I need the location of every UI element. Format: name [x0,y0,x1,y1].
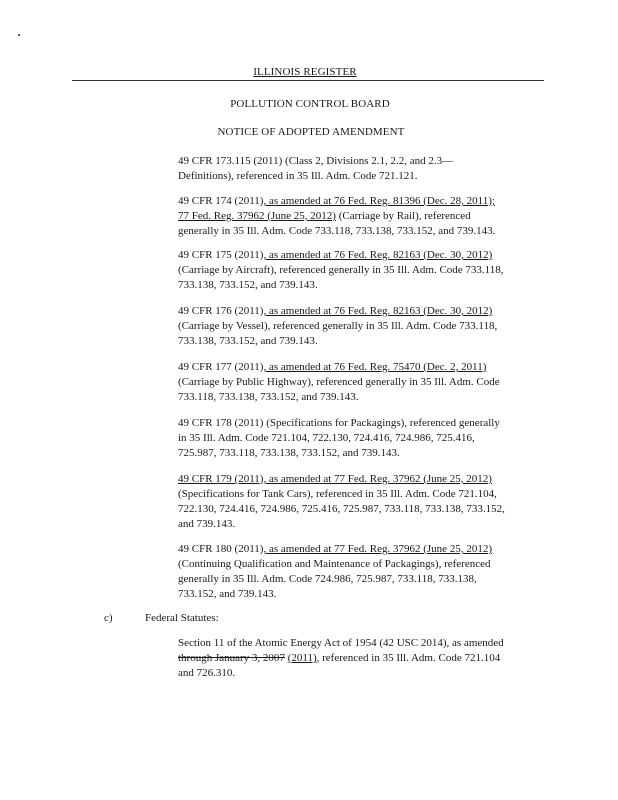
underlined-text: 49 CFR 179 (2011), as amended at 77 Fed. Reg. 37962 (June 25, 2012) [178,473,492,485]
section-c-label: c) [104,612,113,624]
cfr-entry [178,248,558,293]
board-title: POLLUTION CONTROL BOARD [230,98,390,110]
text-segment: 49 CFR 176 (2011) [178,305,264,317]
text-line [178,517,558,532]
text-segment: (Specifications for Tank Cars), referenced in 35 Ill. Adm. Code 721.104, [178,488,497,500]
text-line [178,224,558,239]
text-line [178,390,558,405]
cfr-entry [178,472,558,532]
cfr-entry [178,194,558,239]
text-segment: 733.138, 733.152, and 739.143. [178,279,318,291]
text-segment: 49 CFR 180 (2011) [178,543,264,555]
text-line [178,304,558,319]
text-line [178,375,558,390]
text-segment: 722.130, 724.416, 724.986, 725.416, 725.987, 733.118, 733.138, 733.152, [178,503,505,515]
text-line [178,557,558,572]
text-segment: (Carriage by Aircraft), referenced generally in 35 Ill. Adm. Code 733.118, [178,264,504,276]
underlined-text: , as amended at 76 Fed. Reg. 75470 (Dec. 2, 2011) [263,361,487,373]
text-line [178,209,558,224]
text-line [178,169,558,184]
text-segment: generally in 35 Ill. Adm. Code 724.986, 725.987, 733.118, 733.138, [178,573,477,585]
underlined-text: , as amended at 77 Fed. Reg. 37962 (June 25, 2012) [263,543,492,555]
text-line [178,431,558,446]
text-segment: 725.987, 733.118, 733.138, 733.152, and 739.143. [178,447,400,459]
text-line [178,651,558,666]
text-segment: 733.152, and 739.143. [178,588,277,600]
text-line [178,248,558,263]
text-segment: Definitions), referenced in 35 Ill. Adm. Code 721.121. [178,170,418,182]
cfr-entry [178,360,558,405]
text-segment: 733.118, 733.138, 733.152, and 739.143. [178,391,359,403]
text-line [178,154,558,169]
struck-text: through January 3, 2007 [178,652,285,664]
text-segment: (Continuing Qualification and Maintenance of Packagings), referenced [178,558,491,570]
text-line [178,416,558,431]
text-segment: 733.138, 733.152, and 739.143. [178,335,318,347]
text-segment: (Carriage by Public Highway), referenced generally in 35 Ill. Adm. Code [178,376,500,388]
text-segment: and 739.143. [178,518,236,530]
text-segment: Section 11 of the Atomic Energy Act of 1954 (42 USC 2014), as amended [178,637,504,649]
text-line [178,636,558,651]
text-segment: 49 CFR 178 (2011) (Specifications for Packagings), referenced generally [178,417,500,429]
text-line [178,360,558,375]
text-line [178,334,558,349]
text-segment: in 35 Ill. Adm. Code 721.104, 722.130, 724.416, 724.986, 725.416, [178,432,475,444]
register-title: ILLINOIS REGISTER [253,66,357,78]
text-segment: (Carriage by Vessel), referenced generally in 35 Ill. Adm. Code 733.118, [178,320,498,332]
text-segment: (Carriage by Rail), referenced [335,210,471,222]
section-c-title: Federal Statutes: [145,612,219,624]
text-segment: and 726.310. [178,667,236,679]
scan-speck [18,34,20,36]
statute-entry [178,636,558,681]
text-line [178,502,558,517]
text-line [178,472,558,487]
text-line [178,572,558,587]
underlined-text: (2011) [287,652,317,664]
text-line [178,446,558,461]
cfr-entry [178,416,558,461]
text-line [178,542,558,557]
text-line [178,587,558,602]
text-line [178,194,558,209]
notice-title: NOTICE OF ADOPTED AMENDMENT [217,126,405,138]
text-segment: 49 CFR 174 (2011) [178,195,264,207]
underlined-text: , as amended at 76 Fed. Reg. 82163 (Dec. 30, 2012) [263,305,493,317]
cfr-entry [178,304,558,349]
text-line [178,487,558,502]
cfr-entry [178,542,558,602]
underlined-text: 77 Fed. Reg. 37962 (June 25, 2012) [178,210,336,222]
underlined-text: , as amended at 76 Fed. Reg. 81396 (Dec. 28, 2011); [263,195,495,207]
text-segment: generally in 35 Ill. Adm. Code 733.118, 733.138, 733.152, and 739.143. [178,225,496,237]
text-line [178,263,558,278]
cfr-entry [178,154,558,184]
text-segment: , referenced in 35 Ill. Adm. Code 721.104 [316,652,501,664]
text-segment: 49 CFR 177 (2011) [178,361,264,373]
text-segment: 49 CFR 175 (2011) [178,249,264,261]
underlined-text: , as amended at 76 Fed. Reg. 82163 (Dec. 30, 2012) [263,249,493,261]
text-segment: 49 CFR 173.115 (2011) (Class 2, Divisions 2.1, 2.2, and 2.3— [178,155,454,167]
header-rule [72,80,544,81]
text-line [178,278,558,293]
text-line [178,319,558,334]
text-line [178,666,558,681]
